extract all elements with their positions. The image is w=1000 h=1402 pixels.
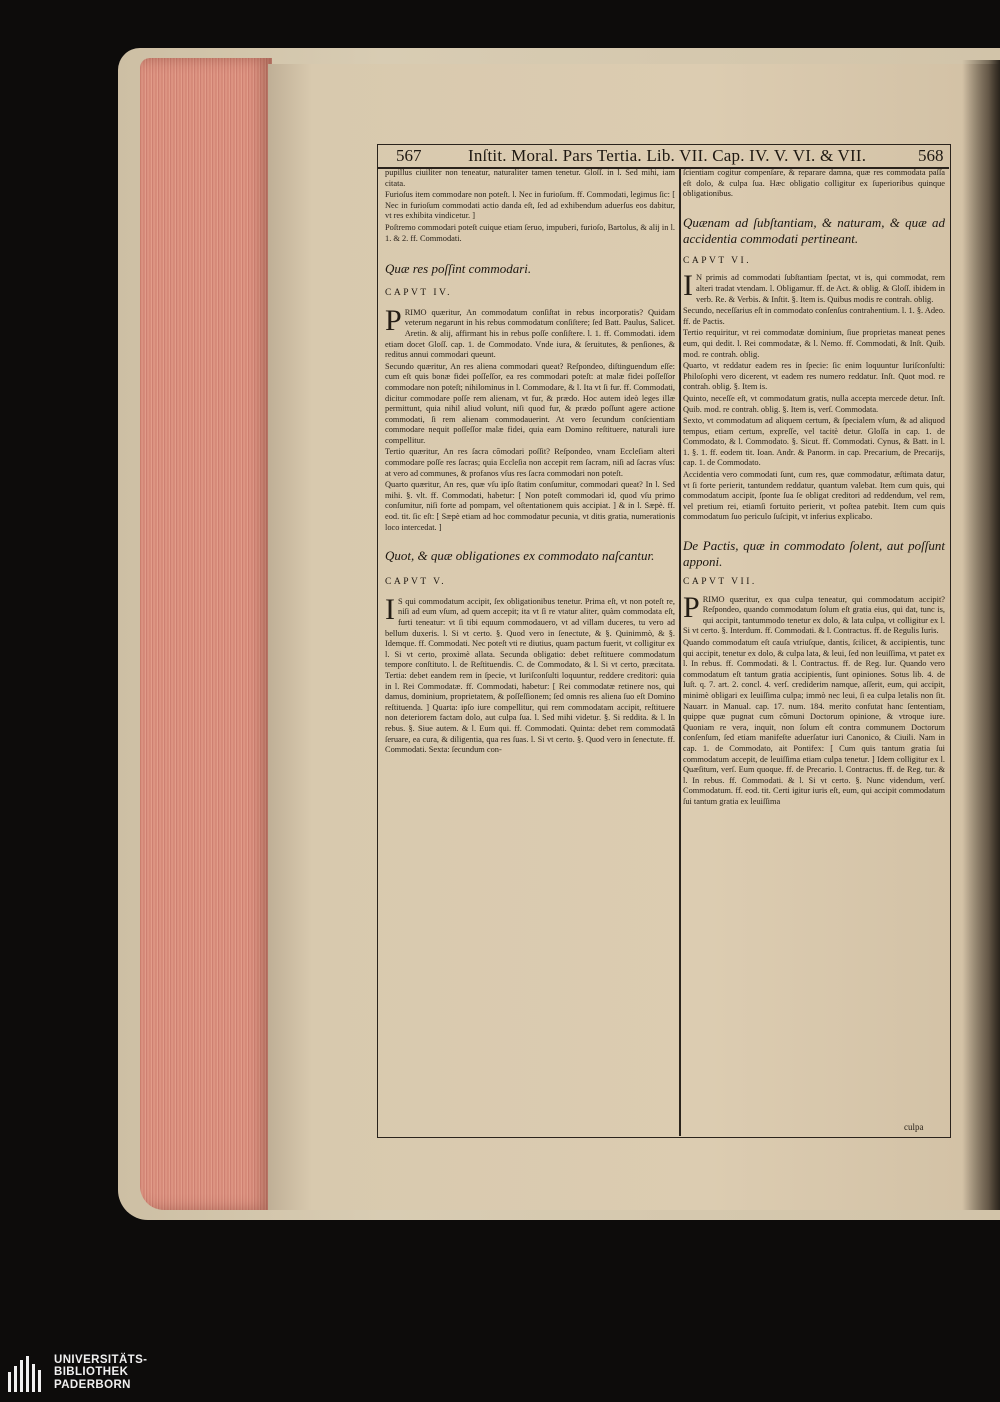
right-column (683, 168, 945, 809)
drop-capital: I (385, 592, 395, 626)
chapter-label: CAPVT V. (385, 577, 447, 588)
library-name-line: UNIVERSITÄTS- (54, 1354, 148, 1366)
paragraph: Sexto, vt commodatum ad aliquem certum, & ſpecialem vſum, & ad aliquod tempus, etiam certum, expreſſe, vel tacitè detur. Gloſſa in cap. 1. de Commodato, & l. Commodato. §. Sicut. ff. Commodati. Cynus, & Batt. in l. 1. §. 1. ff. eodem tit. Ioan. Andr. & Panorm. in cap. Precarium, de Precarijs, cap. 1. de Commodato. (683, 416, 945, 468)
page-number-right: 568 (918, 146, 944, 165)
chapter-label: CAPVT VI. (683, 255, 752, 266)
drop-capital: P (385, 303, 402, 337)
paragraph (683, 269, 945, 305)
paragraph: ſcientiam cogitur compenſare, & reparare damna, quæ res commodata paſſa eſt dolo, & culpa ſua. Hæc obligatio colligitur ex ſuperioribus quinque obligationibus. (683, 168, 945, 199)
paragraph: Tertio requiritur, vt rei commodatæ dominium, ſiue proprietas maneat penes eum, qui dedit. l. Rei commodatæ, & l. Nemo. ff. Commodati, & Inſt. Quib. mod. re contrah. oblig. (683, 328, 945, 359)
section-heading: De Pactis, quæ in commodato ſolent, aut poſſunt apponi. (683, 538, 945, 570)
catchword: culpa (904, 1122, 924, 1132)
paragraph: Tertio quæritur, An res ſacra cōmodari poſſit? Reſpondeo, vnam Eccleſiam alteri commodare poſſe res ſacras; quia Eccleſia non accepit rem ſacram, niſi ad ſacras vſus: at vero ad communes, & profanos vſus res ſacra commodari non poteſt. (385, 447, 675, 478)
drop-capital: P (683, 590, 700, 624)
page-number-left: 567 (396, 146, 422, 165)
paragraph: Quarto quæritur, An res, quæ vſu ipſo ſtatim conſumitur, commodari queat? In l. Sed mihi. §. vlt. ff. Commodati, habetur: [ Non poteſt commodari id, quod vſu primo conſumitur, niſi forte ad pompam, vel oſtentationem quis accipiat. ] & in l. Sæpè. ff. eod. tit. ſic eſt: [ Sæpè etiam ad hoc commodatur pecunia, vt ditis gratia, numerationis loco intercedat. ] (385, 480, 675, 532)
paragraph: Accidentia vero commodati ſunt, cum res, quæ commodatur, æſtimata datur, vt ſi forte perierit, tantundem reddatur, quantum valebat. Item cum quis, qui commodatum accipit, ſponte ſua ſe obligat creditori ad reddendum, vel rem, vel pretium rei, etiamſi fortuito perierit, vt poſtea patebit. Item cum quis commodatum ſuo periculo ſuſcipit, vt inferius explicabo. (683, 470, 945, 522)
paragraph: pupillus ciuiliter non teneatur, naturaliter tamen tenetur. Gloſſ. in l. Sed mihi, iam citata. (385, 168, 675, 188)
gutter-shadow (962, 60, 1000, 1210)
page-edges (140, 58, 272, 1210)
left-column (385, 168, 675, 757)
paragraph: Poſtremo commodari poteſt cuique etiam ſeruo, impuberi, furioſo, Bartolus, & alij in l. 1. & 2. ff. Commodati. (385, 222, 675, 243)
library-name-line: PADERBORN (54, 1378, 131, 1391)
chapter-label: CAPVT VII. (683, 577, 757, 588)
paragraph (385, 303, 675, 361)
paragraph: Furioſus item commodare non poteſt. l. Nec in furioſum. ff. Commodati, legimus ſic: [ Nec in furioſum commodati actio danda eſt, ſed ad exhibendum aduerſus eos dabitur, vt res exhibita vindicetur. ] (385, 190, 675, 221)
section-heading: Quot, & quæ obligationes ex commodato naſcantur. (385, 548, 655, 564)
paragraph: Quarto, vt reddatur eadem res in ſpecie: ſic enim loquuntur Iuriſconſulti: Philoſophi vero dicerent, vt eadem res numero reddatur. Inſt. Quot mod. re contrah. oblig. §. Item is. (683, 361, 945, 392)
running-title: Inſtit. Moral. Pars Tertia. Lib. VII. Cap. IV. V. VI. & VII. (468, 146, 867, 165)
section-heading: Quæ res poſſint commodari. (385, 261, 532, 277)
library-name-line: BIBLIOTHEK (54, 1366, 129, 1379)
paragraph: Secundo, neceſſarius eſt in commodato conſenſus contrahentium. l. 1. §. Adeo. ff. de Pactis. (683, 306, 945, 326)
paragraph: Quinto, neceſſe eſt, vt commodatum gratis, nulla accepta mercede detur. Inſt. Quib. mod. re contrah. oblig. §. Item is, verſ. Commodata. (683, 393, 945, 414)
paragraph-text: RIMO quæritur, An commodatum conſiſtat in rebus incorporatis? Quidam veterum negarunt in his rebus commodatum conſiſtere; ſed Batt. Paulus, Salicet. Aretin. & alij, affirmant his in rebus poſſe conſiſtere. l. 1. ff. Commodati. idem etiam docet Gloſſ. cap. 1. de Commodato. Vnde iura, & ſeruitutes, & penſiones, & reditus annui commodari queunt. (385, 307, 675, 360)
paragraph-text: RIMO quæritur, ex qua culpa teneatur, qui commodatum accipit? Reſpondeo, quando commodatum ſolum eſt gratia eius, qui dat, tunc is, qui accipit, tantummodo tenetur ex dolo, & lata culpa, vt colligitur ex l. Si vt certo. §. Interdum. ff. Commodati. & l. Contractus. ff. de Regulis Iuris. (683, 594, 945, 636)
section-heading: Quænam ad ſubſtantiam, & naturam, & quæ ad accidentia commodati pertineant. (683, 214, 945, 246)
paragraph: Secundo quæritur, An res aliena commodari queat? Reſpondeo, diſtinguendum eſſe: cum eſt quis bonæ fidei poſſeſſor, ea res commodari poteſt: at malæ fidei poſſeſſor commodare non poteſt; nihilominus in l. Commodare, & l. Ita vt ſi fur. ff. Commodati, dicitur commodare poſſe rem alienam, vt fur, & prædo. Hoc autem ideò leges illæ permittunt, quia nihil aliud volunt, niſi quod fur, & prædo poſſunt agere actione commodati, ſi rem alienam commodauerint. At vero ſecundum conſcientiam commodare nequit poſſeſſor malæ fidei, quia eam Domino reſtituere, naturali iure compellitur. (385, 361, 675, 445)
paragraph-text: S qui commodatum accipit, ſex obligationibus tenetur. Prima eſt, vt non poteſt re, niſi ad eum vſum, ad quem accepit; ita vt ſi re vtatur aliter, quàm commodata eſt, furti teneatur: vt ſi tibi equum commodauero, vt ad villam duceres, tu vero ad bellum duxeris. l. Si vt certo. §. Quod vero in ſenectute, & §. Quinimmò, & §. Idemque. ff. Commodati. Nec poteſt vti re diutius, quam pactum fuerit, vt colligitur ex l. Si vt certo, proximè allata. Secunda obligatio: debet reſtituere commodatum tempore conſtituto. l. de Reſtituendis. C. de Commodato, & l. Si vt certo, præcitata. Tertia: debet eandem rem in ſpecie, vt Iuriſconſulti loquuntur, reddere creditori: quia in l. Rei Commodatæ. ff. Commodati, habetur: [ Rei commodatæ retinere nos, qui damus, dominium, proprietatem, & poſſeſſionem; ſed omnis res aliena ſuo eſt Domino reſtituenda. ] Quarta: ipſo iure compellitur, qui rem commodatam accipit, reſtituere non deteriorem factam dolo, aut culpa ſua. l. Sed mihi videtur. §. Si reddita. & l. In rebus. §. Siue autem. & l. Eum qui. ff. Commodati. Quinta: debet rem commodatā ſeruare, ea cura, & diligentia, qua res ſuas. l. Si vt certo. §. Quod vero in ſenectute. ff. Commodati. Sexta: ſecundum con- (385, 596, 675, 755)
library-name (54, 1354, 174, 1391)
drop-capital: I (683, 269, 693, 303)
paragraph (683, 590, 945, 637)
paragraph-text: N primis ad commodati ſubſtantiam ſpectat, vt is, qui commodat, rem alteri tradat vtendam. l. Obligamur. ff. de Act. & oblig. & Gloſſ. ibidem in verb. Re. & Verbis. & Inſtit. §. Item is. Quibus modis re contrah. oblig. (696, 273, 945, 304)
chapter-label: CAPVT IV. (385, 288, 453, 299)
library-logo-icon (8, 1356, 46, 1392)
paragraph: Quando commodatum eſt cauſa vtriuſque, dantis, ſcilicet, & accipientis, tunc qui accipit, tenetur ex dolo, & culpa lata, & leui, ſed non leuiſſima, vt patet ex l. In rebus. ff. Commodati. & l. Contractus. ff. de Reg. Iur. Quando vero commodatum eſt tantum gratia accipientis, ſunt opiniones. Sotus lib. 4. de Iuſt. q. 7. art. 2. concl. 4. verſ. crediderim namque, aſſerit, eum, qui accipit, minimè obligari ex leuiſſima culpa; immò nec leui, ſi ea culpa letalis non ſit. Nauarr. in Manual. cap. 17. num. 184. merito confutat hanc ſententiam, quippe quæ pugnat cum cōmuni Doctorum opinione, & vtroque iure. Quoniam re vera, inquit, non ſolum eſt contra communem Doctorum conſenſum, ſed etiam manifeſte aduerſatur iuri Canonico, & Ciuili. Nam in cap. 1. de Commodato, ait Pontifex: [ Cum quis tantum gratia ſui commodatum accepit, de leuiſſima etiam culpa tenetur. ] Idem colligitur ex l. Quæſitum, verſ. Eum quoque. ff. de Precario. l. Contractus. ff. de Reg. tur. & l. In rebus. ff. Commodati. & l. Si vt certo. §. Nunc videndum, verſ. Commodatum. ff. eod. tit. Certi igitur iuris eſt, eum, qui accipit commodatum ſui tantum gratia ex leuiſſima (683, 638, 945, 806)
column-rule (679, 168, 681, 1136)
paragraph (385, 592, 675, 756)
